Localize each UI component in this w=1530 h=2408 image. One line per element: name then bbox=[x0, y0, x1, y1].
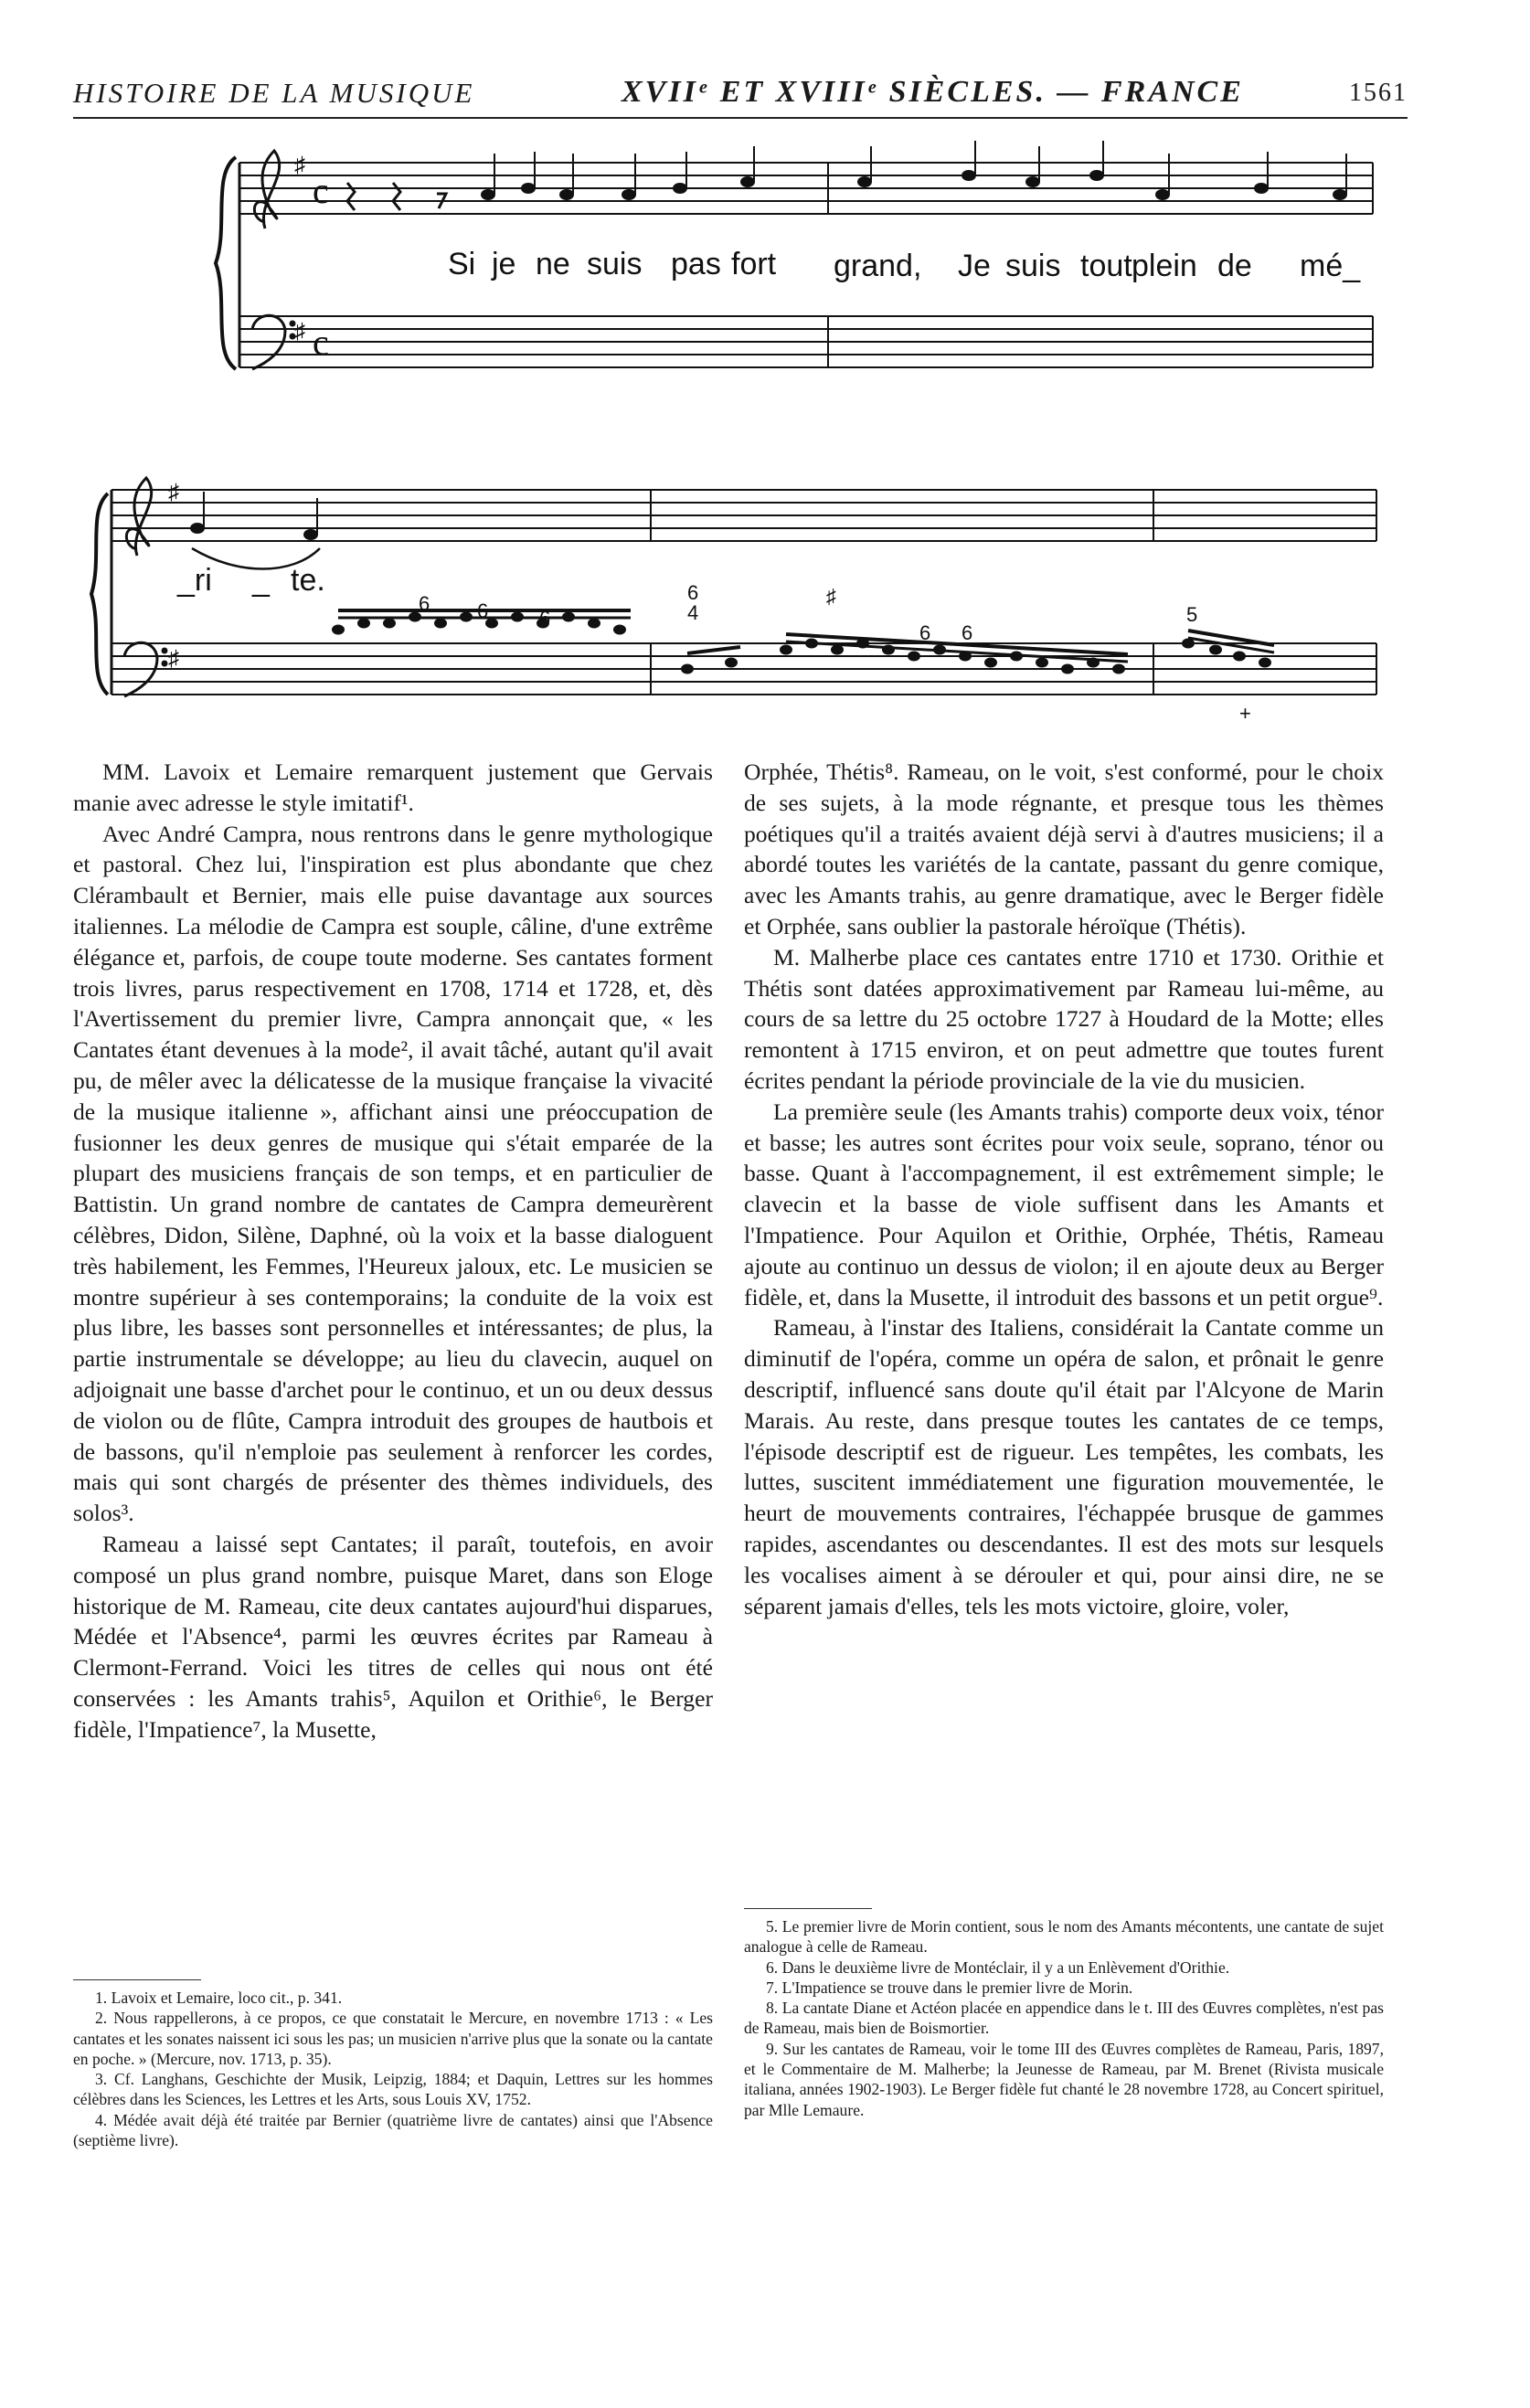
brace-icon bbox=[91, 493, 108, 695]
lyric: suis bbox=[587, 247, 643, 281]
footnote: 8. La cantate Diane et Actéon placée en appendice dans le t. III des Œuvres complètes, n'est pas de Rameau, mais bien de Boismortier. bbox=[744, 1999, 1384, 2038]
system-2 bbox=[91, 478, 1376, 696]
figured-bass: 6 bbox=[539, 607, 551, 630]
lyric: grand, bbox=[834, 249, 922, 283]
lyric: plein bbox=[1132, 249, 1197, 283]
treble-staff-2 bbox=[112, 490, 1376, 541]
lyric: fort bbox=[731, 247, 777, 281]
lyric: tout bbox=[1080, 249, 1132, 283]
figured-bass: 5 bbox=[1186, 603, 1198, 626]
text-column-left bbox=[73, 757, 713, 1745]
paragraph: MM. Lavoix et Lemaire remarquent justement que Gervais manie avec adresse le style imitatif¹. bbox=[73, 758, 713, 816]
footnote: 3. Cf. Langhans, Geschichte der Musik, Leipzig, 1884; et Daquin, Lettres sur les hommes célèbres dans les Sciences, les Lettres et les Arts, sous Louis XV, 1752. bbox=[73, 2070, 713, 2109]
svg-text:c: c bbox=[313, 322, 329, 363]
paragraph: Avec André Campra, nous rentrons dans le genre mythologique et pastoral. Chez lui, l'inspiration est plus abondante que chez Clérambault et Bernier, mais elle puise davantage aux sources italiennes. La mélodie de Campra est souple, câline, d'une extrême élégance et, parfois, de coupe toute moderne. Ses cantates forment trois livres, parus respectivement en 1708, 1714 et 1728, et, dès l'Avertissement du premier livre, Campra annonçait que, « les Cantates étant devenues à la mode², il avait tâché, autant qu'il avait pu, de mêler avec la délicatesse de la musique française la vivacité de la musique italienne », affichant ainsi une préoccupation de fusionner les deux genres de musique qui s'était emparée de la plupart des musiciens français de son temps, et en particulier de Battistin. Un grand nombre de cantates de Campra demeurèrent célèbres, Didon, Silène, Daphné, où la voix et la basse dialoguent très habilement, les Femmes, l'Heureux jaloux, etc. Le musicien se montre supérieur à ses contemporains; la conduite de la voix est plus libre, les basses sont personnelles et intéressantes; de plus, la partie instrumentale se développe; au lieu du clavecin, auquel on adjoignait une basse d'archet pour le continuo, et un ou deux dessus de violon ou de flûte, Campra introduit des groupes de hautbois et de bassons, qu'il n'emploie pas seulement à renforcer les cordes, mais qui sont chargés de présenter des thèmes individuels, des solos³. bbox=[73, 820, 713, 1527]
footnote: 1. Lavoix et Lemaire, loco cit., p. 341. bbox=[95, 1989, 343, 2007]
brace-icon bbox=[216, 157, 236, 369]
paragraph: Rameau, à l'instar des Italiens, considérait la Cantate comme un diminutif de l'opéra, comme un opéra de salon, et prônait le genre descriptif, influencé sans doute qu'il était par l'Alcyone de Marin Marais. Au reste, dans presque toutes les cantates de ce temps, l'épisode descriptif est de rigueur. Les tempêtes, les combats, les luttes, suscitent immédiatement une figuration mouvementée, le heurt de mouvements contraires, l'échappée brusque de gammes rapides, ascendantes ou descendantes. Il est des mots sur lesquels les vocalises aiment à se dérouler et qui, pour ainsi dire, ne se séparent jamais d'elles, tels les mots victoire, gloire, voler, bbox=[744, 1314, 1384, 1619]
figured-bass: 6 bbox=[477, 599, 489, 622]
footnote: 6. Dans le deuxième livre de Montéclair, il y a un Enlèvement d'Orithie. bbox=[766, 1957, 1230, 1977]
lyric: mé_ bbox=[1300, 249, 1361, 283]
svg-text:♯: ♯ bbox=[168, 647, 179, 671]
lyric: Je bbox=[958, 249, 991, 283]
figured-bass: 6 bbox=[962, 621, 973, 644]
figured-bass: 4 bbox=[687, 601, 699, 624]
svg-text:♯: ♯ bbox=[294, 154, 305, 177]
footnote: 9. Sur les cantates de Rameau, voir le tome III des Œuvres complètes de Rameau, Paris, 1897, et le Commentaire de M. Malherbe; la Jeunesse de Rameau, par M. Brenet (Rivista musicale italiana, années 1902-1903). Le Berger fidèle fut chanté le 28 novembre 1728, au Concert spirituel, par Mlle Lemaure. bbox=[744, 2039, 1384, 2119]
svg-text:♯: ♯ bbox=[294, 320, 305, 344]
running-head-title: HISTOIRE DE LA MUSIQUE bbox=[73, 77, 475, 109]
text-column-right bbox=[744, 757, 1384, 1621]
footnotes-left bbox=[73, 1988, 713, 2150]
bass-staff-1 bbox=[239, 316, 1373, 367]
lyric: ne bbox=[536, 247, 570, 281]
figured-bass: + bbox=[1239, 702, 1251, 725]
treble-staff-1 bbox=[239, 163, 1373, 214]
music-score bbox=[0, 0, 1530, 731]
lyric: te. bbox=[291, 563, 325, 598]
system-1 bbox=[216, 141, 1373, 369]
footnote-rule bbox=[744, 1908, 872, 1909]
footnote: 4. Médée avait déjà été traitée par Bernier (quatrième livre de cantates) ainsi que l'Absence (septième livre). bbox=[73, 2110, 713, 2150]
lyric: de bbox=[1217, 249, 1252, 283]
figured-bass: 6 bbox=[687, 581, 699, 604]
paragraph: La première seule (les Amants trahis) comporte deux voix, ténor et basse; les autres sont écrites pour voix seule, soprano, ténor ou basse. Quant à l'accompagnement, il est extrêmement simple; le clavecin et la basse de viole suffisent dans les Amants et l'Impatience. Pour Aquilon et Orithie, Orphée, Thétis, Rameau ajoute au continuo un dessus de violon; il en ajoute deux au Berger fidèle, et, dans la Musette, il introduit des bassons et un petit orgue⁹. bbox=[744, 1098, 1384, 1310]
lyric: Si bbox=[448, 247, 476, 281]
footnote: 7. L'Impatience se trouve dans le premier livre de Morin. bbox=[766, 1978, 1133, 1997]
footnote-rule bbox=[73, 1979, 201, 1980]
footnote: 2. Nous rappellerons, à ce propos, ce que constatait le Mercure, en novembre 1713 : « Les cantates et les sonates naissent ici sous les pas; un musicien n'arrive plus que la sonate ou la cantate en poche. » (Mercure, nov. 1713, p. 35). bbox=[73, 2009, 713, 2068]
svg-text:c: c bbox=[313, 170, 329, 211]
figured-bass: 6 bbox=[919, 621, 931, 644]
lyric: _ri bbox=[177, 563, 212, 598]
paragraph: M. Malherbe place ces cantates entre 1710 et 1730. Orithie et Thétis sont datées approximativement par Rameau lui-même, au cours de sa lettre du 25 octobre 1727 à Houdard de la Motte; elles remontent à 1715 environ, et on peut admettre que toutes furent écrites pendant la période provinciale de la vie du musicien. bbox=[744, 943, 1384, 1094]
paragraph: Rameau a laissé sept Cantates; il paraît, toutefois, en avoir composé un plus grand nombre, puisque Maret, dans son Eloge historique de M. Rameau, cite deux cantates aujourd'hui disparues, Médée et l'Absence⁴, parmi les œuvres écrites par Rameau à Clermont-Ferrand. Voici les titres de celles qui nous ont été conservées : les Amants trahis⁵, Aquilon et Orithie⁶, le Berger fidèle, l'Impatience⁷, la Musette, bbox=[73, 1530, 713, 1743]
footnotes-right bbox=[744, 1916, 1384, 2120]
figured-bass: 6 bbox=[419, 592, 430, 615]
lyric: pas bbox=[671, 247, 721, 281]
figured-bass: ♯ bbox=[826, 585, 836, 608]
lyric: suis bbox=[1005, 249, 1061, 283]
paragraph: Orphée, Thétis⁸. Rameau, on le voit, s'est conformé, pour le choix de ses sujets, à la mode régnante, et presque tous les thèmes poétiques qu'il a traités avaient déjà servi à d'autres musiciens; il a abordé toutes les variétés de la cantate, passant du genre comique, avec les Amants trahis, au genre dramatique, avec le Berger fidèle et Orphée, sans oublier la pastorale héroïque (Thétis). bbox=[744, 758, 1384, 939]
svg-text:♯: ♯ bbox=[168, 481, 179, 504]
lyric: je bbox=[492, 247, 516, 281]
lyric: _ bbox=[252, 563, 270, 598]
page-number: 1561 bbox=[1349, 79, 1408, 107]
running-head-section: XVIIᵉ ET XVIIIᵉ SIÈCLES. — FRANCE bbox=[622, 75, 1244, 109]
footnote: 5. Le premier livre de Morin contient, sous le nom des Amants mécontents, une cantate de sujet analogue à celle de Rameau. bbox=[744, 1917, 1384, 1957]
bass-staff-2 bbox=[112, 643, 1376, 695]
